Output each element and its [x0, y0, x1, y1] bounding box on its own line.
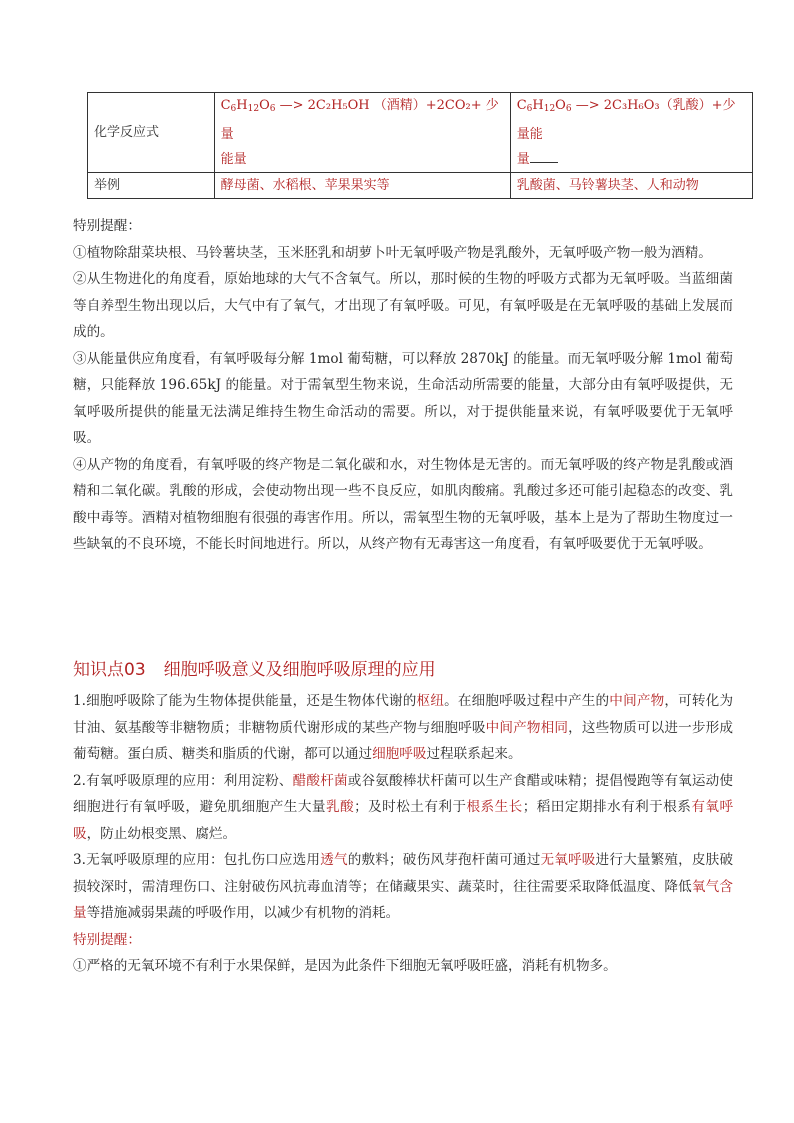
table-row [88, 173, 753, 199]
table-row [88, 93, 753, 173]
formula-part: O [259, 98, 270, 113]
formula-sub: 12 [247, 104, 260, 114]
formula-sub: 12 [543, 104, 556, 114]
fill-blank [530, 150, 558, 163]
points-block [73, 688, 733, 980]
keyword: 有氧呼吸 [73, 799, 734, 842]
keyword: 透气 [320, 852, 348, 868]
tip-paragraph: ④从产物的角度看，有氧呼吸的终产物是二氧化碳和水，对生物体是无害的。而无氧呼吸的终产物是乳酸或酒精和二氧化碳。乳酸的形成，会使动物出现一些不良反应，如肌肉酸痛。乳酸过多还可能引起稳态的改变、乳酸中毒等。酒精对植物细胞有很强的毒害作用。所以，需氧型生物的无氧呼吸，基本上是为了帮助生物度过一些缺氧的不良环境，不能长时间地进行。所以，从终产物有无毒害这一角度看，有氧呼吸要优于无氧呼吸。 [73, 456, 733, 552]
tip-block-1 [73, 213, 733, 558]
text-run: 2.有氧呼吸原理的应用：利用淀粉、 [73, 772, 293, 789]
keyword: 枢纽 [416, 693, 445, 709]
text-run: 1.细胞呼吸除了能为生物体提供能量，还是生物体代谢的 [73, 693, 417, 709]
section-title: 细胞呼吸意义及细胞呼吸原理的应用 [163, 660, 436, 680]
keyword: 醋酸杆菌 [292, 772, 348, 789]
keyword: 中间产物相同 [485, 719, 569, 736]
formula-sub: 6 [565, 104, 572, 114]
text-run: ，这些物质可以进一步形成葡萄糖。蛋白质、糖类和脂质的代谢，都可以通过 [73, 719, 734, 762]
section-heading [73, 655, 436, 680]
text-run: 过程联系起来。 [426, 746, 522, 762]
formula-rest-line2: 量 [516, 152, 530, 167]
section-number: 知识点03 [73, 660, 146, 680]
text-run: ；稻田定期排水有利于根系 [522, 799, 692, 815]
point-paragraph-1 [73, 688, 733, 768]
formula-rest: —> 2C₃H₆O₃（乳酸）+少量能 [516, 98, 736, 142]
formula-sub: 6 [230, 104, 237, 114]
text-run: ，防止幼根变黑、腐烂。 [86, 825, 237, 842]
point-paragraph-2 [73, 768, 733, 848]
text-run: 的敷料；破伤风芽孢杆菌可通过 [347, 852, 541, 868]
text-run: 等措施减弱果蔬的呼吸作用，以减少有机物的消耗。 [86, 905, 400, 921]
formula-sub: 6 [269, 104, 276, 114]
keyword: 细胞呼吸 [372, 746, 427, 762]
text-run: 进行大量繁殖，皮肤破损较深时，需清理伤口、注射破伤风抗毒血清等；在储藏果实、蔬菜时，往往需要采取降低温度、降低 [73, 852, 734, 895]
tip-paragraph: ①严格的无氧环境不有利于水果保鲜，是因为此条件下细胞无氧呼吸旺盛，消耗有机物多。 [73, 958, 617, 974]
aerobic-equation-cell [214, 93, 510, 173]
anaerobic-example-cell: 乳酸菌、马铃薯块茎、人和动物 [510, 173, 752, 199]
keyword: 根系生长 [466, 799, 523, 815]
text-run: ；及时松土有利于 [354, 799, 467, 815]
tip-title: 特别提醒： [73, 218, 141, 234]
formula-rest: —> 2C₂H₅OH （酒精）+2CO₂+ 少量 [220, 98, 499, 142]
text-run: ，可转化为甘油、氨基酸等非糖物质；非糖物质代谢形成的某些产物与细胞呼吸 [73, 693, 734, 736]
formula-part: C [220, 98, 231, 113]
formula-sub: 6 [526, 104, 533, 114]
tip-title: 特别提醒： [73, 931, 141, 948]
formula-part: O [555, 98, 566, 113]
keyword: 无氧呼吸 [540, 852, 596, 868]
formula-part: H [532, 98, 544, 113]
comparison-table [87, 92, 753, 199]
text-run: 。在细胞呼吸过程中产生的 [444, 693, 610, 709]
tip-paragraph: ②从生物进化的角度看，原始地球的大气不含氧气。所以，那时候的生物的呼吸方式都为无氧呼吸。当蓝细菌等自养型生物出现以后，大气中有了氧气，才出现了有氧呼吸。可见，有氧呼吸是在无氧呼吸的基础上发展而成的。 [73, 271, 733, 340]
aerobic-example-cell: 酵母菌、水稻根、苹果果实等 [214, 173, 510, 199]
tip-paragraph: ③从能量供应角度看，有氧呼吸每分解 1mol 葡萄糖，可以释放 2870kJ 的能量。而无氧呼吸分解 1mol 葡萄糖，只能释放 196.65kJ 的能量。对于需氧型生物来说，生命活动所需要的能量，大部分由有氧呼吸提供，无氧呼吸所提供的能量无法满足维持生物生命活动的需要。所以，对于提供能量来说，有氧呼吸要优于无氧呼吸。 [73, 350, 733, 446]
row-label-example: 举例 [88, 173, 215, 199]
anaerobic-equation-cell [510, 93, 752, 173]
keyword: 乳酸 [325, 799, 355, 815]
text-run: 或谷氨酸棒状杆菌可以生产食醋或味精；提倡慢跑等有氧运动使细胞进行有氧呼吸，避免肌细胞产生大量 [73, 772, 734, 815]
text-run: 3.无氧呼吸原理的应用：包扎伤口应选用 [73, 852, 321, 868]
row-label-reaction: 化学反应式 [88, 93, 215, 173]
keyword: 氧气含量 [73, 878, 734, 921]
point-paragraph-3 [73, 847, 733, 927]
formula-part: C [516, 98, 527, 113]
formula-rest-line2: 能量 [220, 152, 247, 167]
keyword: 中间产物 [609, 693, 665, 709]
formula-part: H [236, 98, 248, 113]
tip-paragraph: ①植物除甜菜块根、马铃薯块茎，玉米胚乳和胡萝卜叶无氧呼吸产物是乳酸外，无氧呼吸产物一般为酒精。 [73, 244, 712, 261]
